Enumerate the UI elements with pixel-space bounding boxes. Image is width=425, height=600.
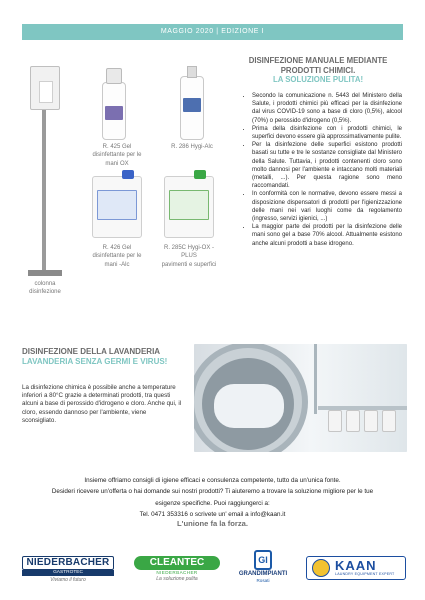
disinfection-column-image	[28, 66, 62, 276]
product-286-image	[172, 64, 212, 140]
product-425-caption: R. 425 Gel disinfettante per le mani OX	[92, 144, 142, 167]
recommendations-list	[242, 92, 402, 248]
list-item: • Secondo la comunicazione n. 5443 del Ministero della Salute, i prodotti chimici più efficaci per la disinfezione dal virus COVID-19 sono a base di cloro (0,5%), alcool (70%) o perossido d'idrogeno (0,5%).	[252, 92, 402, 125]
list-item: • Per la disinfezione delle superfici esistono prodotti basati su tutte e tre le sostanze consigliate dal Ministero della Salute. Tuttavia, i prodotti contenenti cloro sono molto dannosi per l'ambiente e intaccano molti materiali (metalli, ...). Per questa ragione sono meno raccomandati.	[252, 141, 402, 190]
product-426-image	[88, 168, 146, 240]
kaan-logo: KAAN LAUNDRY EQUIPMENT EXPERT	[306, 556, 406, 580]
laundry-text: La disinfezione chimica è possibile anche a temperature inferiori a 80°C grazie a determinati prodotti, tra questi alcuni a base di perossido d'idrogeno e cloro. Anche qui, il cloro, essendo dannoso per l'ambiente, viene sconsigliato.	[22, 384, 182, 424]
grandimpianti-logo: GI GRANDIMPIANTI Rosati	[232, 550, 294, 576]
contact-paragraph: Insieme offriamo consigli di igiene efficaci e consulenza competente, tutto da un'unica fonte. Desideri ricevere un'offerta o hai domande sui nostri prodotti? Ti aiuteremo a trovare la soluzione migliore per le tue esigenze specifiche. Puoi raggiungerci a: Tel. 0471 353316 o scrivete un' email a info@kaan.it	[51, 477, 374, 518]
niederbacher-logo: NIEDERBACHER GASTROTEC Viviamo il futuro	[22, 556, 114, 582]
globe-icon	[312, 559, 330, 577]
cleantec-logo: CLEANTEC NIEDERBACHER La soluzione pulita	[134, 556, 220, 582]
tagline: L'unione fa la forza.	[177, 519, 248, 528]
manual-disinfection-heading: DISINFEZIONE MANUALE MEDIANTE PRODOTTI CHIMICI. LA SOLUZIONE PULITA!	[248, 56, 388, 84]
product-286-caption: R. 286 Hygi-Alc	[171, 144, 213, 150]
laundry-heading: DISINFEZIONE DELLA LAVANDERIA LAVANDERIA SENZA GERMI E VIRUS!	[22, 347, 168, 366]
stand-caption: colonna disinfezione	[29, 281, 61, 296]
product-285c-caption: R. 285C Hygi-OX - PLUS pavimenti e superfici	[161, 245, 217, 268]
product-285c-image	[160, 168, 218, 240]
edition-banner: MAGGIO 2020 | EDIZIONE I	[22, 24, 403, 40]
list-item: • In conformità con le normative, devono essere messi a disposizione dispensatori di prodotti per l'igienizzazione delle mani nei vari luoghi come da regolamento (ingresso, servizi igienici, ...)	[252, 190, 402, 223]
product-426-caption: R. 426 Gel disinfettante per le mani -Alc	[92, 245, 142, 268]
list-item: • La maggior parte dei prodotti per la disinfezione delle mani sono gel a base 70% alcool. Attualmente esistono anche alcuni prodotti a base idrogeno.	[252, 223, 402, 248]
list-item: • Prima della disinfezione con i prodotti chimici, le superfici devono essere già approssimativamente pulite.	[252, 125, 402, 141]
laundry-photo	[194, 344, 407, 452]
product-425-image	[94, 64, 134, 140]
